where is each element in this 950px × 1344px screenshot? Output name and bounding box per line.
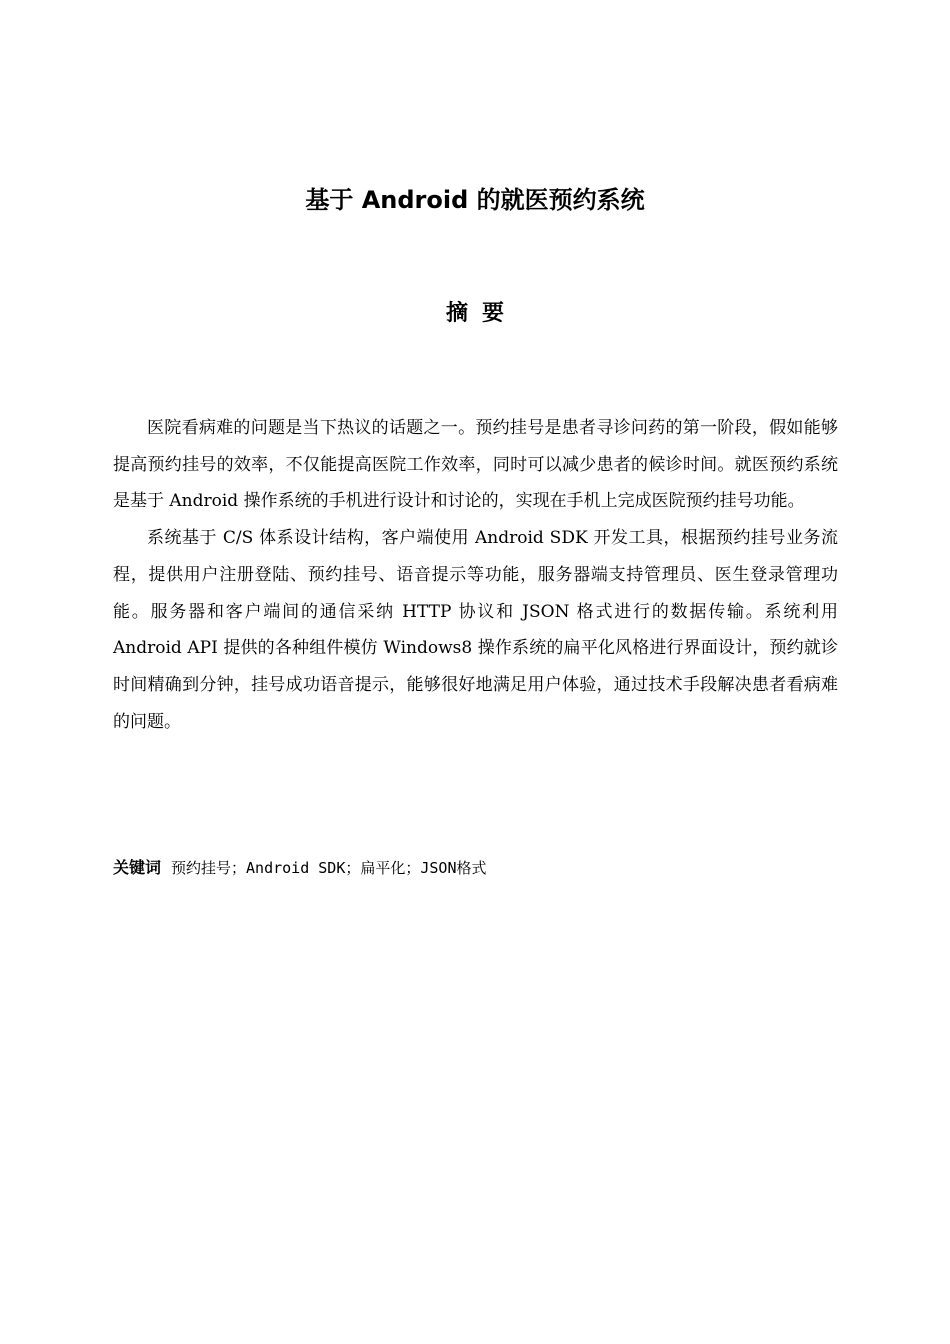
abstract-body bbox=[113, 410, 838, 740]
abstract-paragraph-2: 系统基于 C/S 体系设计结构，客户端使用 Android SDK 开发工具，根据预约挂号业务流程，提供用户注册登陆、预约挂号、语音提示等功能，服务器端支持管理员、医生登录管理功能。服务器和客户端间的通信采纳 HTTP 协议和 JSON 格式进行的数据传输。系统利用 Android API 提供的各种组件模仿 Windows8 操作系统的扁平化风格进行界面设计，预约就诊时间精确到分钟，挂号成功语音提示，能够很好地满足用户体验，通过技术手段解决患者看病难的问题。 bbox=[113, 528, 838, 732]
abstract-paragraph-1: 医院看病难的问题是当下热议的话题之一。预约挂号是患者寻诊问药的第一阶段，假如能够提高预约挂号的效率，不仅能提高医院工作效率，同时可以减少患者的候诊时间。就医预约系统是基于 Android 操作系统的手机进行设计和讨论的，实现在手机上完成医院预约挂号功能。 bbox=[113, 418, 838, 512]
keywords-text: 预约挂号；Android SDK；扁平化；JSON格式 bbox=[171, 859, 487, 877]
document-title: 基于 Android 的就医预约系统 bbox=[305, 186, 645, 214]
keywords-line bbox=[113, 852, 838, 884]
abstract-heading: 摘要 bbox=[445, 301, 518, 326]
keywords-label: 关键词 bbox=[113, 858, 162, 877]
